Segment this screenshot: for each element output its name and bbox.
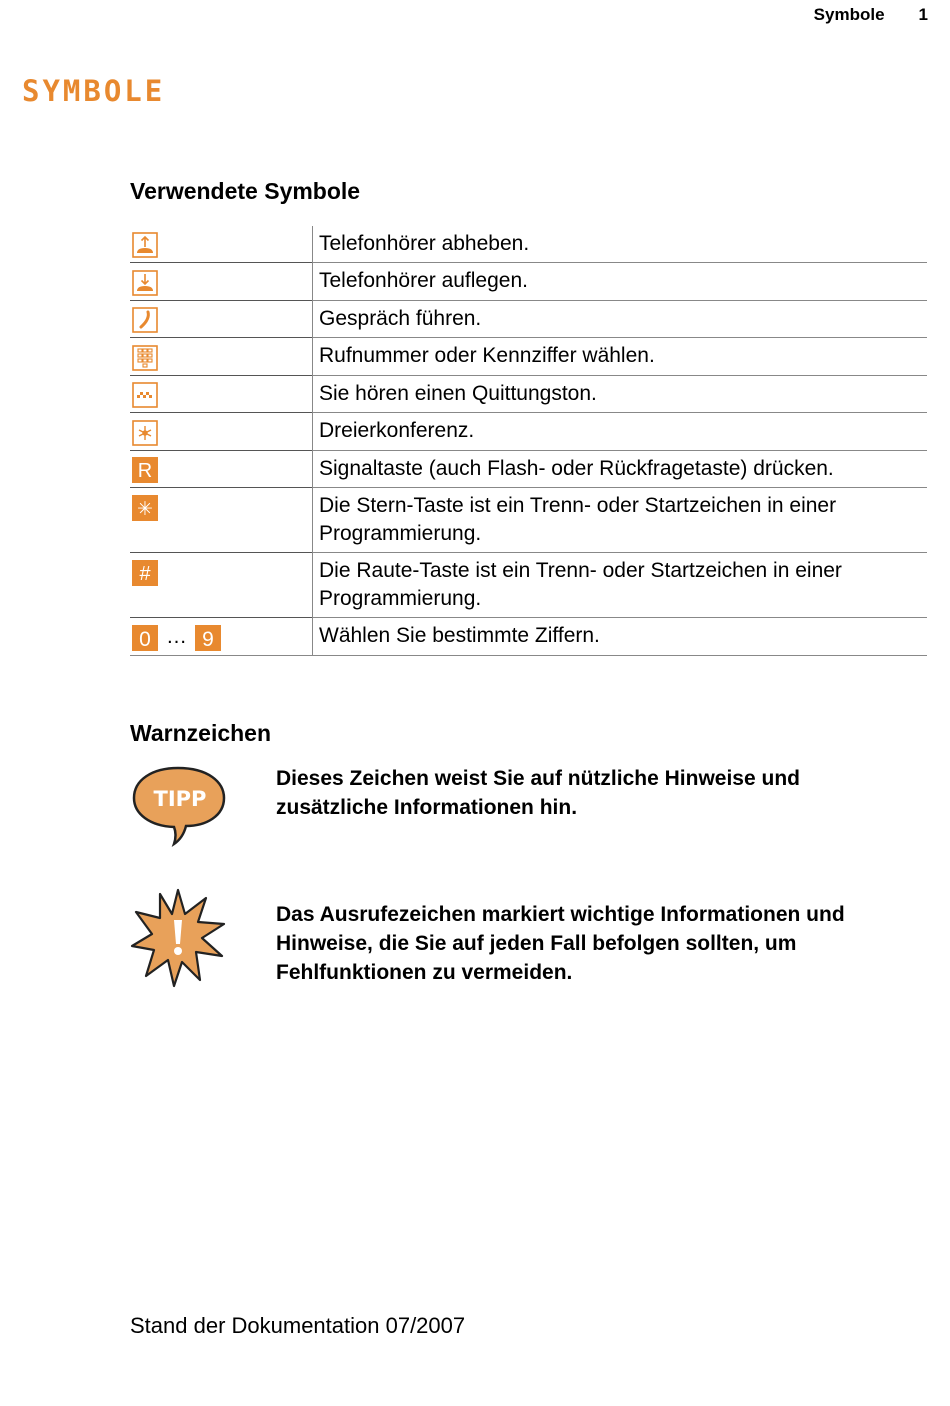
range-ellipsis: … [166, 624, 187, 648]
warnings-heading: Warnzeichen [130, 720, 272, 746]
hash-key-icon [132, 560, 158, 586]
confirmation-tone-icon [132, 382, 158, 408]
hash-key-label: # [139, 562, 151, 585]
page-number: 1 [918, 5, 928, 24]
exclamation-note [130, 888, 920, 988]
symbols-table [130, 226, 927, 656]
table-row [130, 553, 927, 618]
symbol-description: Die Raute-Taste ist ein Trenn- oder Startzeichen in einer Programmierung. [313, 553, 928, 618]
conference-icon [132, 420, 158, 446]
star-key-label: ✳ [137, 497, 153, 520]
r-key-label: R [137, 460, 153, 483]
tipp-bubble-icon [130, 764, 226, 853]
digit-from-label: 0 [139, 627, 151, 651]
symbol-description: Gespräch führen. [313, 300, 928, 337]
symbol-description: Rufnummer oder Kennziffer wählen. [313, 338, 928, 375]
handset-hangup-icon [132, 270, 158, 296]
table-row [130, 375, 927, 412]
r-key-icon [132, 457, 158, 483]
symbol-description: Die Stern-Taste ist ein Trenn- oder Startzeichen in einer Programmierung. [313, 488, 928, 553]
digit-zero-key-icon [132, 625, 158, 651]
exclamation-text: Das Ausrufezeichen markiert wichtige Informationen und Hinweise, die Sie auf jeden Fall befolgen sollten, um Fehlfunktionen zu vermeiden. [276, 903, 845, 984]
symbol-description: Telefonhörer abheben. [319, 232, 530, 255]
table-row [130, 300, 927, 337]
handset-lift-icon [132, 232, 158, 258]
chapter-title: SYMBOLE [22, 74, 166, 108]
exclamation-burst-icon [130, 888, 226, 993]
table-row [130, 263, 927, 300]
keypad-icon [132, 345, 158, 371]
symbol-description: Signaltaste (auch Flash- oder Rückfragetaste) drücken. [313, 450, 928, 487]
tipp-label: TIPP [153, 787, 207, 811]
star-key-icon [132, 495, 158, 521]
symbol-description: Wählen Sie bestimmte Ziffern. [313, 618, 928, 655]
symbols-heading: Verwendete Symbole [130, 178, 361, 204]
documentation-date: Stand der Dokumentation 07/2007 [130, 1313, 466, 1338]
symbol-description: Dreierkonferenz. [313, 413, 928, 450]
table-row [130, 338, 927, 375]
digit-nine-key-icon [195, 625, 221, 651]
table-row [130, 618, 927, 655]
table-row [130, 226, 927, 263]
running-header [814, 5, 928, 25]
symbol-description: Telefonhörer auflegen. [313, 263, 928, 300]
table-row [130, 488, 927, 553]
table-row [130, 413, 927, 450]
table-row [130, 450, 927, 487]
tipp-note [130, 764, 920, 854]
handset-talk-icon [132, 307, 158, 333]
digit-to-label: 9 [202, 627, 214, 651]
running-header-section: Symbole [813, 5, 885, 24]
symbol-description: Sie hören einen Quittungston. [313, 375, 928, 412]
tipp-text: Dieses Zeichen weist Sie auf nützliche Hinweise und zusätzliche Informationen hin. [276, 767, 800, 819]
